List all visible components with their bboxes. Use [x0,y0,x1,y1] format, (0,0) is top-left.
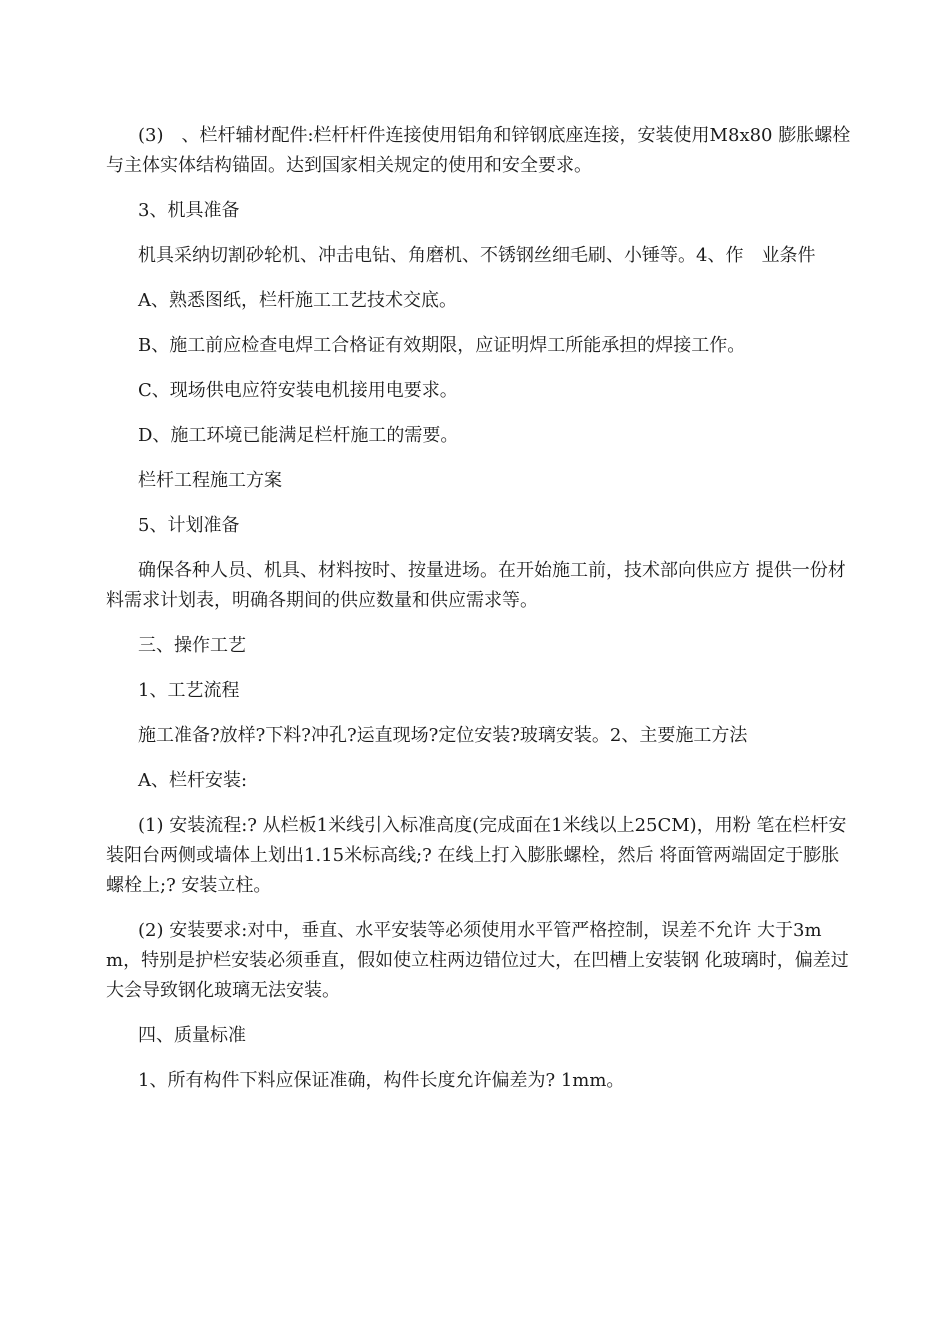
paragraph-installation-flow: (1) 安装流程:? 从栏板1米线引入标准高度(完成面在1米线以上25CM)，用粉 笔在栏杆安装阳台两侧或墙体上划出1.15米标高线;? 在线上打入膨胀螺栓，然后 将面管两端固定于膨胀螺栓上;? 安装立柱。 [106,815,847,896]
heading-quality-standard: 四、质量标准 [138,1025,246,1046]
heading-equipment-preparation: 3、机具准备 [138,200,240,221]
paragraph-condition-a: A、熟悉图纸，栏杆施工工艺技术交底。 [138,290,457,311]
paragraph-scheme-title: 栏杆工程施工方案 [138,470,282,491]
heading-operation-process: 三、操作工艺 [138,635,246,656]
paragraph-installation-requirements: (2) 安装要求:对中，垂直、水平安装等必须使用水平管严格控制，误差不允许 大于3mm，特别是护栏安装必须垂直，假如使立柱两边错位过大，在凹槽上安装钢 化玻璃时，偏差过大会导致钢化玻璃无法安装。 [106,920,849,1001]
paragraph-equipment-list: 机具采纳切割砂轮机、冲击电钻、角磨机、不锈钢丝细毛刷、小锤等。4、作 业条件 [138,245,816,266]
heading-plan-preparation: 5、计划准备 [138,515,240,536]
paragraph-railing-accessories: (3) 、栏杆辅材配件:栏杆杆件连接使用铝角和锌钢底座连接，安装使用M8x80 膨胀螺栓与主体实体结构锚固。达到国家相关规定的使用和安全要求。 [106,125,851,176]
heading-railing-installation: A、栏杆安装: [138,770,248,791]
paragraph-plan-detail: 确保各种人员、机具、材料按时、按量进场。在开始施工前，技术部向供应方 提供一份材料需求计划表，明确各期间的供应数量和供应需求等。 [106,560,846,611]
paragraph-condition-c: C、现场供电应符安装电机接用电要求。 [138,380,458,401]
paragraph-quality-item-1: 1、所有构件下料应保证准确，构件长度允许偏差为? 1mm。 [138,1070,625,1091]
heading-process-flow: 1、工艺流程 [138,680,240,701]
paragraph-condition-b: B、施工前应检查电焊工合格证有效期限，应证明焊工所能承担的焊接工作。 [138,335,746,356]
paragraph-process-flow: 施工准备?放样?下料?冲孔?运直现场?定位安装?玻璃安装。2、主要施工方法 [138,725,748,746]
document-body [106,121,851,1111]
paragraph-condition-d: D、施工环境已能满足栏杆施工的需要。 [138,425,459,446]
